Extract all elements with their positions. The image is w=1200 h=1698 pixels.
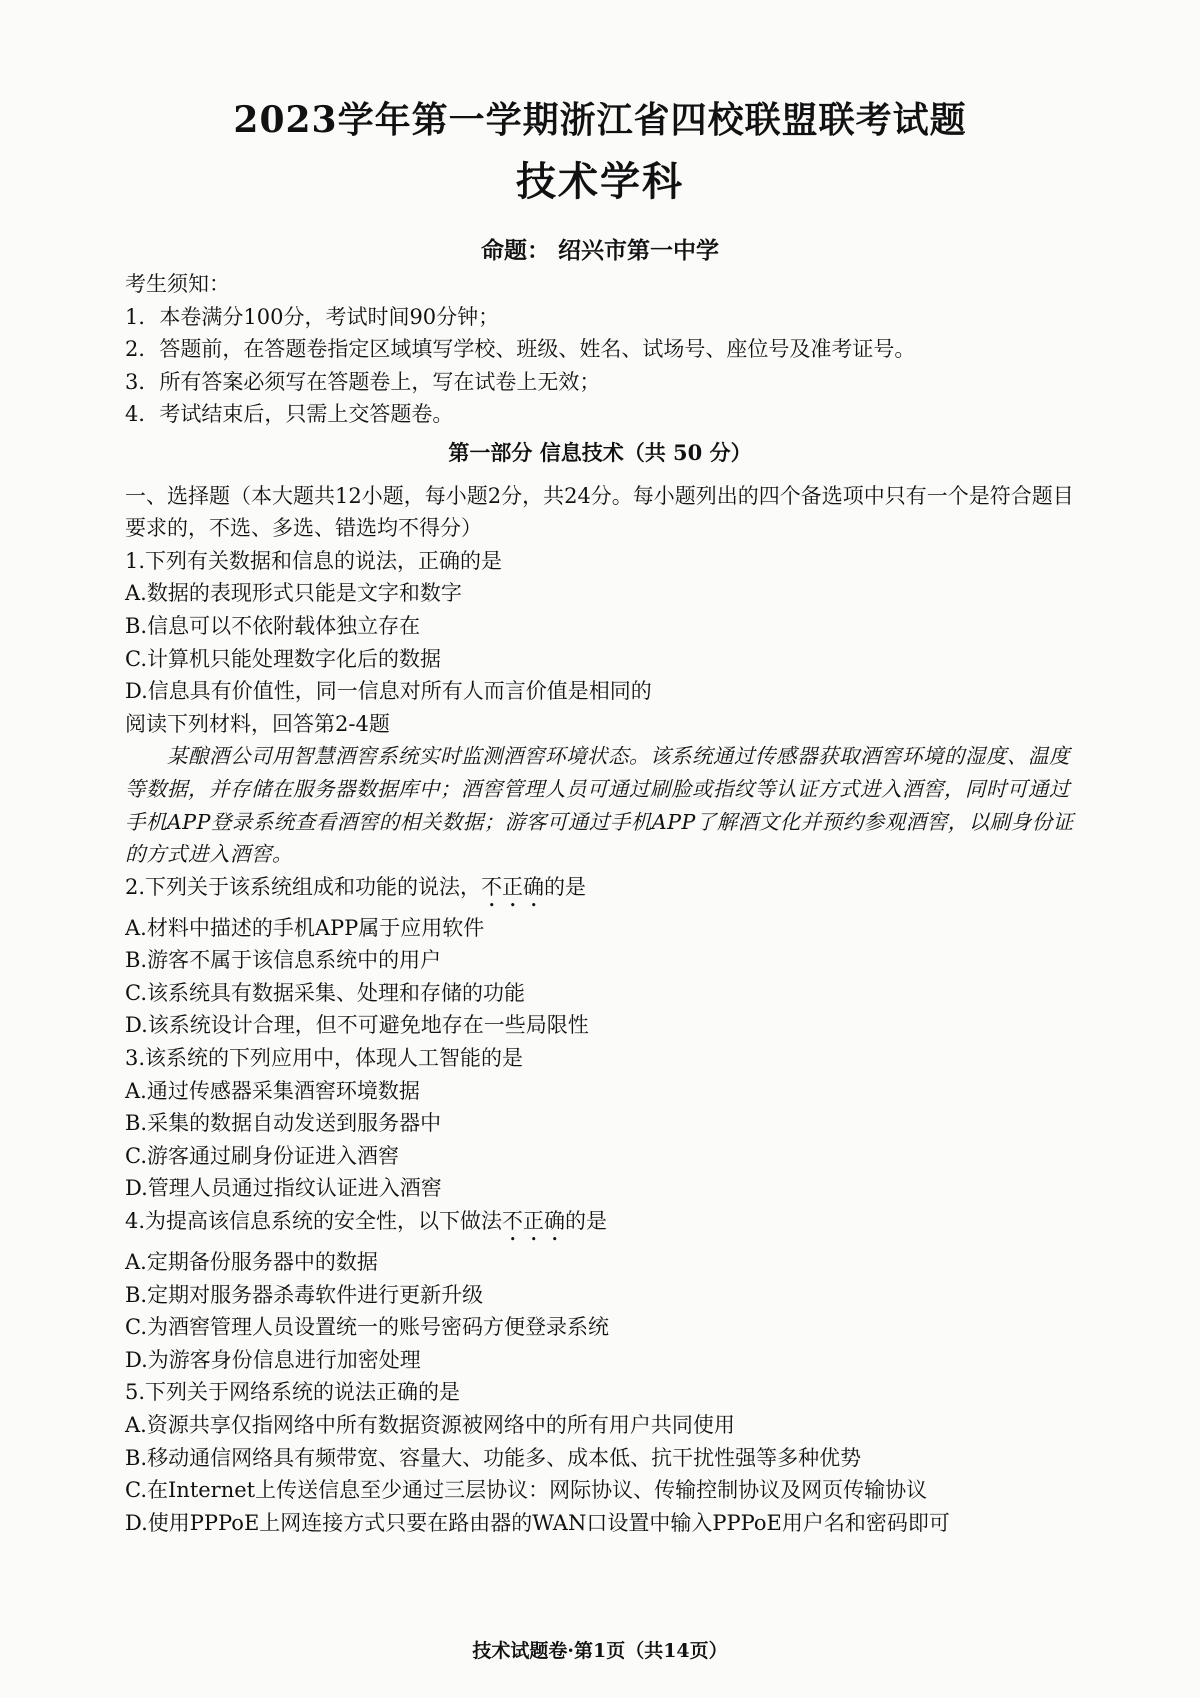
- author-line: 命题： 绍兴市第一中学: [480, 237, 719, 264]
- material-passage: 某酿酒公司用智慧酒窖系统实时监测酒窖环境状态。该系统通过传感器获取酒窖环境的湿度、温度等数据，并存储在服务器数据库中；酒窖管理人员可通过刷脸或指纹等认证方式进入酒窖，同时可通过手机APP登录系统查看酒窖的相关数据；游客可通过手机APP了解酒文化并预约参观酒窖，以刷身份证的方式进入酒窖。: [125, 744, 1074, 867]
- question-option: C.为酒窖管理人员设置统一的账号密码方便登录系统: [125, 1315, 609, 1340]
- question-option: C.游客通过刷身份证进入酒窖: [125, 1143, 399, 1168]
- question-option: A.定期备份服务器中的数据: [125, 1250, 378, 1275]
- notice-heading: 考生须知：: [125, 272, 230, 296]
- question-stem: [125, 1205, 1075, 1246]
- question-option: C.计算机只能处理数字化后的数据: [125, 646, 441, 671]
- question-option: A.数据的表现形式只能是文字和数字: [125, 581, 462, 606]
- question-stem: 1.下列有关数据和信息的说法，正确的是: [125, 548, 503, 573]
- question-option: D.管理人员通过指纹认证进入酒窖: [125, 1176, 442, 1201]
- question-option: B.游客不属于该信息系统中的用户: [125, 948, 442, 973]
- question-option: B.采集的数据自动发送到服务器中: [125, 1111, 442, 1136]
- question-stem: 3.该系统的下列应用中，体现人工智能的是: [125, 1046, 524, 1071]
- notice-item: 2．答题前，在答题卷指定区域填写学校、班级、姓名、试场号、座位号及准考证号。: [125, 337, 916, 362]
- stem-text: 4.为提高该信息系统的安全性，以下做法: [125, 1209, 503, 1234]
- stem-emphasis: 不正确: [481, 874, 545, 899]
- question-option: D.该系统设计合理，但不可避免地存在一些局限性: [125, 1013, 589, 1038]
- question-option: B.定期对服务器杀毒软件进行更新升级: [125, 1282, 484, 1307]
- question-option: B.移动通信网络具有频带宽、容量大、功能多、成本低、抗干扰性强等多种优势: [125, 1445, 862, 1470]
- question-option: B.信息可以不依附载体独立存在: [125, 613, 421, 638]
- question-option: D.为游客身份信息进行加密处理: [125, 1347, 421, 1372]
- notice-item: 3．所有答案必须写在答题卷上，写在试卷上无效；: [125, 369, 601, 394]
- page-footer: 技术试题卷·第1页（共14页）: [472, 1640, 728, 1662]
- question-stem: [125, 871, 1075, 912]
- question-option: C.该系统具有数据采集、处理和存储的功能: [125, 980, 525, 1005]
- notice-item: 4．考试结束后，只需上交答题卷。: [125, 402, 454, 427]
- stem-text: 的是: [565, 1209, 608, 1234]
- subject-title: 技术学科: [516, 158, 684, 205]
- notice-item: 1．本卷满分100分，考试时间90分钟；: [125, 304, 500, 329]
- question-option: D.使用PPPoE上网连接方式只要在路由器的WAN口设置中输入PPPoE用户名和密码即可: [125, 1510, 950, 1535]
- question-option: A.材料中描述的手机APP属于应用软件: [125, 915, 485, 940]
- exam-title: 2023学年第一学期浙江省四校联盟联考试题: [233, 99, 967, 141]
- section-intro: 一、选择题（本大题共12小题，每小题2分，共24分。每小题列出的四个备选项中只有一个是符合题目要求的，不选、多选、错选均不得分）: [125, 483, 1074, 541]
- question-option: A.资源共享仅指网络中所有数据资源被网络中的所有用户共同使用: [125, 1413, 735, 1437]
- section-title: 第一部分 信息技术（共 50 分）: [448, 439, 752, 465]
- stem-text: 的是: [544, 874, 587, 899]
- question-option: A.通过传感器采集酒窖环境数据: [125, 1078, 420, 1103]
- stem-emphasis: 不正确: [502, 1209, 566, 1234]
- exam-body: [125, 268, 1075, 1539]
- question-option: C.在Internet上传送信息至少通过三层协议：网际协议、传输控制协议及网页传输协议: [125, 1478, 928, 1503]
- material-lead: 阅读下列材料，回答第2-4题: [125, 711, 390, 736]
- question-option: D.信息具有价值性，同一信息对所有人而言价值是相同的: [125, 679, 652, 704]
- stem-text: 2.下列关于该系统组成和功能的说法，: [125, 874, 482, 899]
- question-stem: 5.下列关于网络系统的说法正确的是: [125, 1380, 461, 1405]
